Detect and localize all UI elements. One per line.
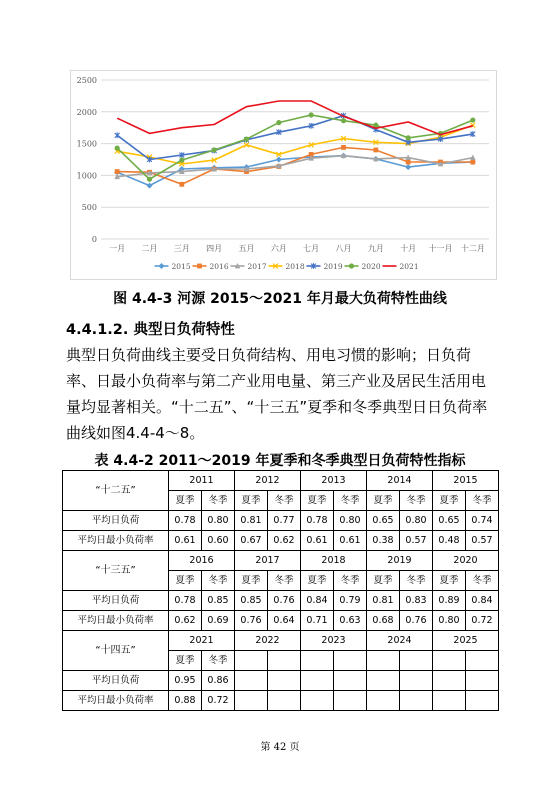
x-tick-label: 十月 (400, 244, 417, 253)
y-tick-label: 500 (81, 203, 97, 213)
value-cell: 0.80 (202, 511, 235, 531)
value-cell (334, 671, 367, 691)
legend-label: 2018 (285, 262, 305, 271)
page-number: 第 42 页 (260, 742, 300, 753)
value-cell (400, 691, 433, 711)
value-cell: 0.76 (268, 591, 301, 611)
value-cell: 0.38 (367, 531, 400, 551)
value-cell: 0.65 (433, 511, 466, 531)
value-cell: 0.84 (466, 591, 499, 611)
value-cell: 0.95 (169, 671, 202, 691)
season-summer: 夏季 (235, 491, 268, 511)
load-characteristic-chart (70, 70, 497, 280)
empty-cell (268, 651, 301, 671)
season-summer: 夏季 (367, 491, 400, 511)
value-cell: 0.80 (334, 511, 367, 531)
empty-cell (301, 651, 334, 671)
value-cell: 0.62 (268, 531, 301, 551)
value-cell: 0.76 (235, 611, 268, 631)
season-winter: 冬季 (202, 651, 235, 671)
row-label: 平均日负荷 (63, 511, 169, 531)
x-tick-label: 十二月 (460, 244, 485, 253)
value-cell: 0.76 (400, 611, 433, 631)
value-cell (433, 671, 466, 691)
data-point-2020 (179, 158, 184, 163)
empty-cell (367, 651, 400, 671)
value-cell (235, 691, 268, 711)
season-summer: 夏季 (433, 491, 466, 511)
value-cell: 0.81 (367, 591, 400, 611)
series-line-2020 (117, 115, 473, 179)
table-row (63, 611, 499, 631)
season-winter: 冬季 (400, 571, 433, 591)
value-cell: 0.78 (169, 511, 202, 531)
year-header: 2015 (433, 471, 499, 491)
data-point-2016 (406, 160, 411, 165)
series-line-2019 (117, 116, 473, 160)
value-cell (268, 671, 301, 691)
value-cell (301, 691, 334, 711)
year-header: 2024 (367, 631, 433, 651)
y-tick-label: 0 (91, 235, 97, 244)
x-tick-label: 一月 (109, 244, 126, 253)
year-header: 2013 (301, 471, 367, 491)
value-cell (334, 691, 367, 711)
season-summer: 夏季 (301, 491, 334, 511)
table-row (63, 671, 499, 691)
legend-label: 2020 (361, 262, 381, 271)
season-winter: 冬季 (334, 571, 367, 591)
year-header: 2019 (367, 551, 433, 571)
value-cell (268, 691, 301, 711)
value-cell: 0.85 (202, 591, 235, 611)
y-tick-label: 1500 (76, 139, 97, 149)
row-label: 平均日负荷 (63, 591, 169, 611)
value-cell: 0.86 (202, 671, 235, 691)
season-winter: 冬季 (334, 491, 367, 511)
season-winter: 冬季 (202, 491, 235, 511)
table-year-row (63, 631, 499, 651)
table-row (63, 591, 499, 611)
table-caption: 表 4.4-2 2011～2019 年夏季和冬季典型日负荷特性指标 (94, 453, 466, 469)
legend-label: 2015 (171, 262, 191, 271)
legend-label: 2017 (247, 262, 267, 271)
row-label: 平均日最小负荷率 (63, 611, 169, 631)
season-summer: 夏季 (433, 571, 466, 591)
data-point-2019 (115, 132, 120, 138)
value-cell (367, 691, 400, 711)
value-cell: 0.80 (433, 611, 466, 631)
section-heading: 4.4.1.2. 典型日负荷特性 (66, 322, 235, 338)
empty-cell (433, 651, 466, 671)
value-cell: 0.81 (235, 511, 268, 531)
load-indicator-table (62, 470, 499, 711)
value-cell: 0.71 (301, 611, 334, 631)
value-cell: 0.68 (367, 611, 400, 631)
value-cell: 0.74 (466, 511, 499, 531)
x-tick-label: 三月 (173, 244, 190, 253)
period-label: “十二五” (63, 471, 169, 511)
data-point-2016 (373, 148, 378, 153)
data-point-2020 (244, 137, 249, 142)
value-cell: 0.64 (268, 611, 301, 631)
value-cell: 0.84 (301, 591, 334, 611)
value-cell: 0.61 (334, 531, 367, 551)
x-tick-label: 十一月 (428, 244, 453, 253)
value-cell: 0.72 (202, 691, 235, 711)
data-point-2020 (470, 117, 475, 122)
legend-label: 2021 (399, 262, 419, 271)
data-point-2020 (115, 145, 120, 150)
figure-caption: 图 4.4-3 河源 2015～2021 年月最大负荷特性曲线 (113, 291, 447, 307)
value-cell: 0.67 (235, 531, 268, 551)
value-cell: 0.78 (301, 511, 334, 531)
data-point-2016 (115, 169, 120, 174)
table-year-row (63, 471, 499, 491)
row-label: 平均日负荷 (63, 671, 169, 691)
x-tick-label: 九月 (367, 244, 384, 253)
empty-cell (235, 651, 268, 671)
x-tick-label: 五月 (238, 244, 255, 253)
year-header: 2025 (433, 631, 499, 651)
season-winter: 冬季 (466, 491, 499, 511)
year-header: 2011 (169, 471, 235, 491)
data-point-2020 (276, 120, 281, 125)
value-cell: 0.60 (202, 531, 235, 551)
value-cell: 0.61 (169, 531, 202, 551)
value-cell: 0.88 (169, 691, 202, 711)
season-summer: 夏季 (367, 571, 400, 591)
season-winter: 冬季 (466, 571, 499, 591)
value-cell: 0.65 (367, 511, 400, 531)
x-tick-label: 八月 (335, 244, 352, 253)
season-summer: 夏季 (169, 651, 202, 671)
x-tick-label: 四月 (206, 244, 223, 253)
value-cell: 0.83 (400, 591, 433, 611)
table-year-row (63, 551, 499, 571)
data-point-2016 (179, 182, 184, 187)
table-row (63, 511, 499, 531)
value-cell: 0.85 (235, 591, 268, 611)
year-header: 2020 (433, 551, 499, 571)
season-summer: 夏季 (169, 571, 202, 591)
value-cell: 0.89 (433, 591, 466, 611)
value-cell: 0.79 (334, 591, 367, 611)
chart-canvas (71, 71, 496, 279)
data-point-2020 (147, 177, 152, 182)
y-tick-label: 1000 (76, 171, 97, 181)
period-label: “十四五” (63, 631, 169, 671)
value-cell (235, 671, 268, 691)
y-tick-label: 2500 (76, 76, 97, 85)
y-tick-label: 2000 (76, 107, 97, 117)
value-cell: 0.78 (169, 591, 202, 611)
value-cell: 0.48 (433, 531, 466, 551)
season-summer: 夏季 (301, 571, 334, 591)
year-header: 2016 (169, 551, 235, 571)
season-winter: 冬季 (268, 491, 301, 511)
data-point-2020 (406, 135, 411, 140)
empty-cell (334, 651, 367, 671)
value-cell (367, 671, 400, 691)
table-row (63, 531, 499, 551)
season-winter: 冬季 (268, 571, 301, 591)
legend-marker-2015 (159, 263, 165, 269)
year-header: 2022 (235, 631, 301, 651)
data-point-2016 (470, 160, 475, 165)
value-cell: 0.80 (400, 511, 433, 531)
year-header: 2017 (235, 551, 301, 571)
year-header: 2021 (169, 631, 235, 651)
value-cell: 0.63 (334, 611, 367, 631)
value-cell: 0.77 (268, 511, 301, 531)
x-tick-label: 六月 (270, 244, 287, 253)
value-cell (301, 671, 334, 691)
x-tick-label: 七月 (303, 244, 320, 253)
year-header: 2014 (367, 471, 433, 491)
row-label: 平均日最小负荷率 (63, 691, 169, 711)
data-point-2016 (341, 145, 346, 150)
value-cell (466, 691, 499, 711)
empty-cell (400, 651, 433, 671)
table-row (63, 691, 499, 711)
season-winter: 冬季 (400, 491, 433, 511)
x-tick-label: 二月 (141, 244, 158, 253)
value-cell (400, 671, 433, 691)
value-cell (466, 671, 499, 691)
legend-marker-2016 (197, 264, 202, 269)
value-cell: 0.61 (301, 531, 334, 551)
data-point-2020 (341, 118, 346, 123)
legend-label: 2019 (323, 262, 343, 271)
year-header: 2018 (301, 551, 367, 571)
value-cell: 0.72 (466, 611, 499, 631)
legend-label: 2016 (209, 262, 229, 271)
data-point-2015 (276, 157, 282, 163)
season-summer: 夏季 (235, 571, 268, 591)
season-winter: 冬季 (202, 571, 235, 591)
value-cell: 0.62 (169, 611, 202, 631)
value-cell: 0.57 (400, 531, 433, 551)
data-point-2015 (405, 164, 411, 170)
data-point-2020 (309, 112, 314, 117)
row-label: 平均日最小负荷率 (63, 531, 169, 551)
data-point-2015 (147, 183, 153, 189)
season-summer: 夏季 (169, 491, 202, 511)
year-header: 2012 (235, 471, 301, 491)
legend-marker-2020 (349, 263, 354, 268)
data-point-2020 (212, 147, 217, 152)
year-header: 2023 (301, 631, 367, 651)
value-cell (433, 691, 466, 711)
period-label: “十三五” (63, 551, 169, 591)
value-cell: 0.69 (202, 611, 235, 631)
empty-cell (466, 651, 499, 671)
body-paragraph: 典型日负荷曲线主要受日负荷结构、用电习惯的影响；日负荷率、日最小负荷率与第二产业用电量、第三产业及居民生活用电量均显著相关。“十二五”、“十三五”夏季和冬季典型日日负荷率曲线如图4.4-4～8。 (66, 346, 488, 442)
value-cell: 0.57 (466, 531, 499, 551)
